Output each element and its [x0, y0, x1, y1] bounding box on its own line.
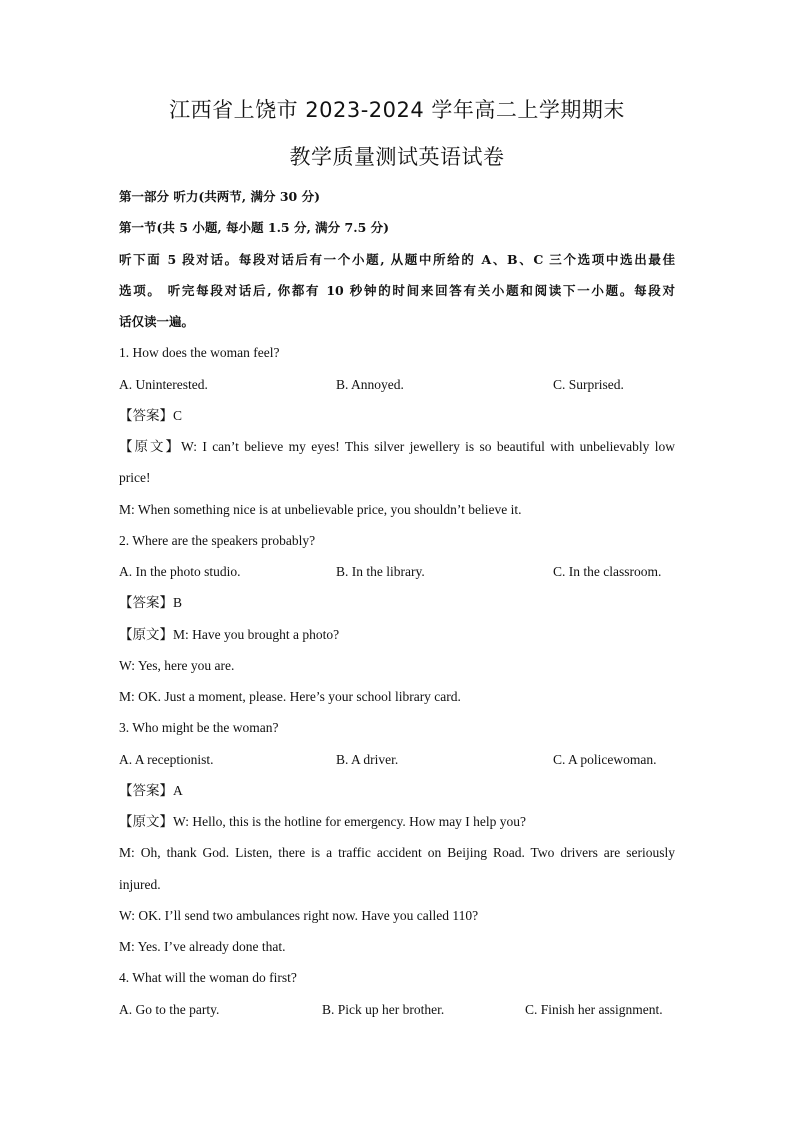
option-b: B. In the library.: [336, 564, 425, 579]
question-4: 4. What will the woman do first?: [119, 970, 297, 986]
instructions-line-2: 选项。 听完每段对话后, 你都有 10 秒钟的时间来回答有关小题和阅读下一小题。每段对: [119, 282, 675, 298]
question-3: 3. Who might be the woman?: [119, 720, 279, 736]
transcript-line: injured.: [119, 876, 161, 892]
instructions-line-3: 话仅读一遍。: [119, 314, 195, 329]
transcript-line: price!: [119, 470, 151, 486]
title-line-1: 江西省上饶市 2023-2024 学年高二上学期期末: [169, 98, 625, 122]
question-1: 1. How does the woman feel?: [119, 345, 280, 361]
question-4-options: [119, 994, 675, 1025]
transcript-line: 【原文】M: Have you brought a photo?: [119, 626, 340, 642]
question-1-options: [119, 369, 675, 400]
option-a: A. A receptionist.: [119, 751, 214, 767]
option-a: A. Uninterested.: [119, 376, 208, 392]
option-b: B. A driver.: [336, 751, 399, 767]
question-2: 2. Where are the speakers probably?: [119, 532, 316, 548]
option-a: A. In the photo studio.: [119, 564, 241, 579]
instructions-line-1: 听下面 5 段对话。每段对话后有一个小题, 从题中所给的 A、B、C 三个选项中选出最佳: [119, 251, 675, 267]
option-c: C. Surprised.: [553, 376, 624, 392]
answer-3: 【答案】A: [119, 782, 183, 798]
transcript-line: 【原文】W: Hello, this is the hotline for emergency. How may I help you?: [119, 814, 527, 829]
transcript-line: M: Oh, thank God. Listen, there is a traffic accident on Beijing Road. Two drivers are seriously: [119, 845, 675, 861]
option-a: A. Go to the party.: [119, 1001, 220, 1017]
section-heading: 第一节(共 5 小题, 每小题 1.5 分, 满分 7.5 分): [119, 220, 390, 236]
transcript-line: M: When something nice is at unbelievable price, you shouldn’t believe it.: [119, 501, 522, 517]
option-c: C. In the classroom.: [553, 564, 662, 579]
transcript-line: M: OK. Just a moment, please. Here’s your school library card.: [119, 689, 461, 704]
option-c: C. Finish her assignment.: [525, 1001, 663, 1017]
part-heading: 第一部分 听力(共两节, 满分 30 分): [119, 189, 320, 204]
answer-2: 【答案】B: [119, 595, 183, 611]
transcript-line: 【原文】W: I can’t believe my eyes! This silver jewellery is so beautiful with unbelievably low: [119, 439, 675, 454]
transcript-line: M: Yes. I’ve already done that.: [119, 939, 286, 954]
question-2-options: [119, 556, 675, 587]
document-body: [119, 181, 675, 1025]
option-b: B. Pick up her brother.: [322, 1001, 445, 1017]
title-line-2: 教学质量测试英语试卷: [289, 145, 505, 169]
transcript-line: W: Yes, here you are.: [119, 657, 235, 673]
option-c: C. A policewoman.: [553, 751, 657, 767]
question-3-options: [119, 744, 675, 775]
transcript-line: W: OK. I’ll send two ambulances right now. Have you called 110?: [119, 907, 479, 923]
option-b: B. Annoyed.: [336, 376, 404, 392]
answer-1: 【答案】C: [119, 407, 183, 423]
